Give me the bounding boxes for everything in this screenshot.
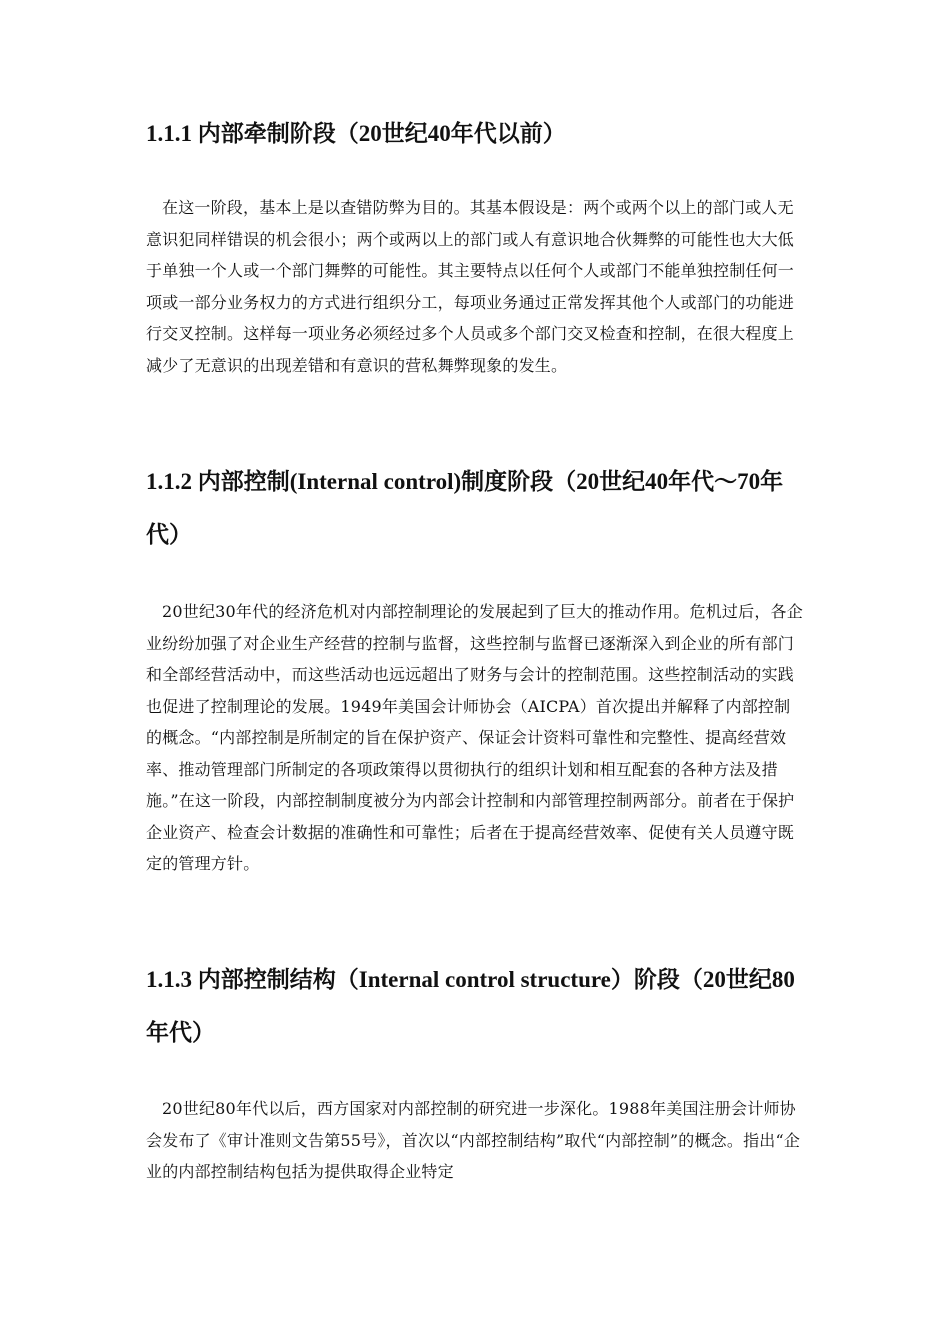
section-paragraph-1-1-3: 20世纪80年代以后，西方国家对内部控制的研究进一步深化。1988年美国注册会计师协会发布了《审计准则文告第55号》，首次以“内部控制结构”取代“内部控制”的概念。指出“企业的内部控制结构包括为提供取得企业特定 <box>146 1099 801 1181</box>
section-heading-1-1-1: 1.1.1 内部牵制阶段（20世纪40年代以前） <box>146 121 566 146</box>
section-heading-1-1-2: 1.1.2 内部控制(Internal control)制度阶段（20世纪40年代～70年代） <box>146 469 784 547</box>
section-paragraph-1-1-2: 20世纪30年代的经济危机对内部控制理论的发展起到了巨大的推动作用。危机过后，各企业纷纷加强了对企业生产经营的控制与监督，这些控制与监督已逐渐深入到企业的所有部门和全部经营活动中，而这些活动也远远超出了财务与会计的控制范围。这些控制活动的实践也促进了控制理论的发展。1949年美国会计师协会（AICPA）首次提出并解释了内部控制的概念。“内部控制是所制定的旨在保护资产、保证会计资料可靠性和完整性、提高经营效率、推动管理部门所制定的各项政策得以贯彻执行的组织计划和相互配套的各种方法及措施。”在这一阶段，内部控制制度被分为内部会计控制和内部管理控制两部分。前者在于保护企业资产、检查会计数据的准确性和可靠性；后者在于提高经营效率、促使有关人员遵守既定的管理方针。 <box>146 602 803 873</box>
section-paragraph-1-1-1: 在这一阶段，基本上是以查错防弊为目的。其基本假设是：两个或两个以上的部门或人无意识犯同样错误的机会很小；两个或两以上的部门或人有意识地合伙舞弊的可能性也大大低于单独一个人或一个部门舞弊的可能性。其主要特点以任何个人或部门不能单独控制任何一项或一部分业务权力的方式进行组织分工，每项业务通过正常发挥其他个人或部门的功能进行交叉控制。这样每一项业务必须经过多个人员或多个部门交叉检查和控制，在很大程度上减少了无意识的出现差错和有意识的营私舞弊现象的发生。 <box>146 198 795 375</box>
section-heading-1-1-3: 1.1.3 内部控制结构（Internal control structure）阶段（20世纪80年代） <box>146 967 795 1045</box>
